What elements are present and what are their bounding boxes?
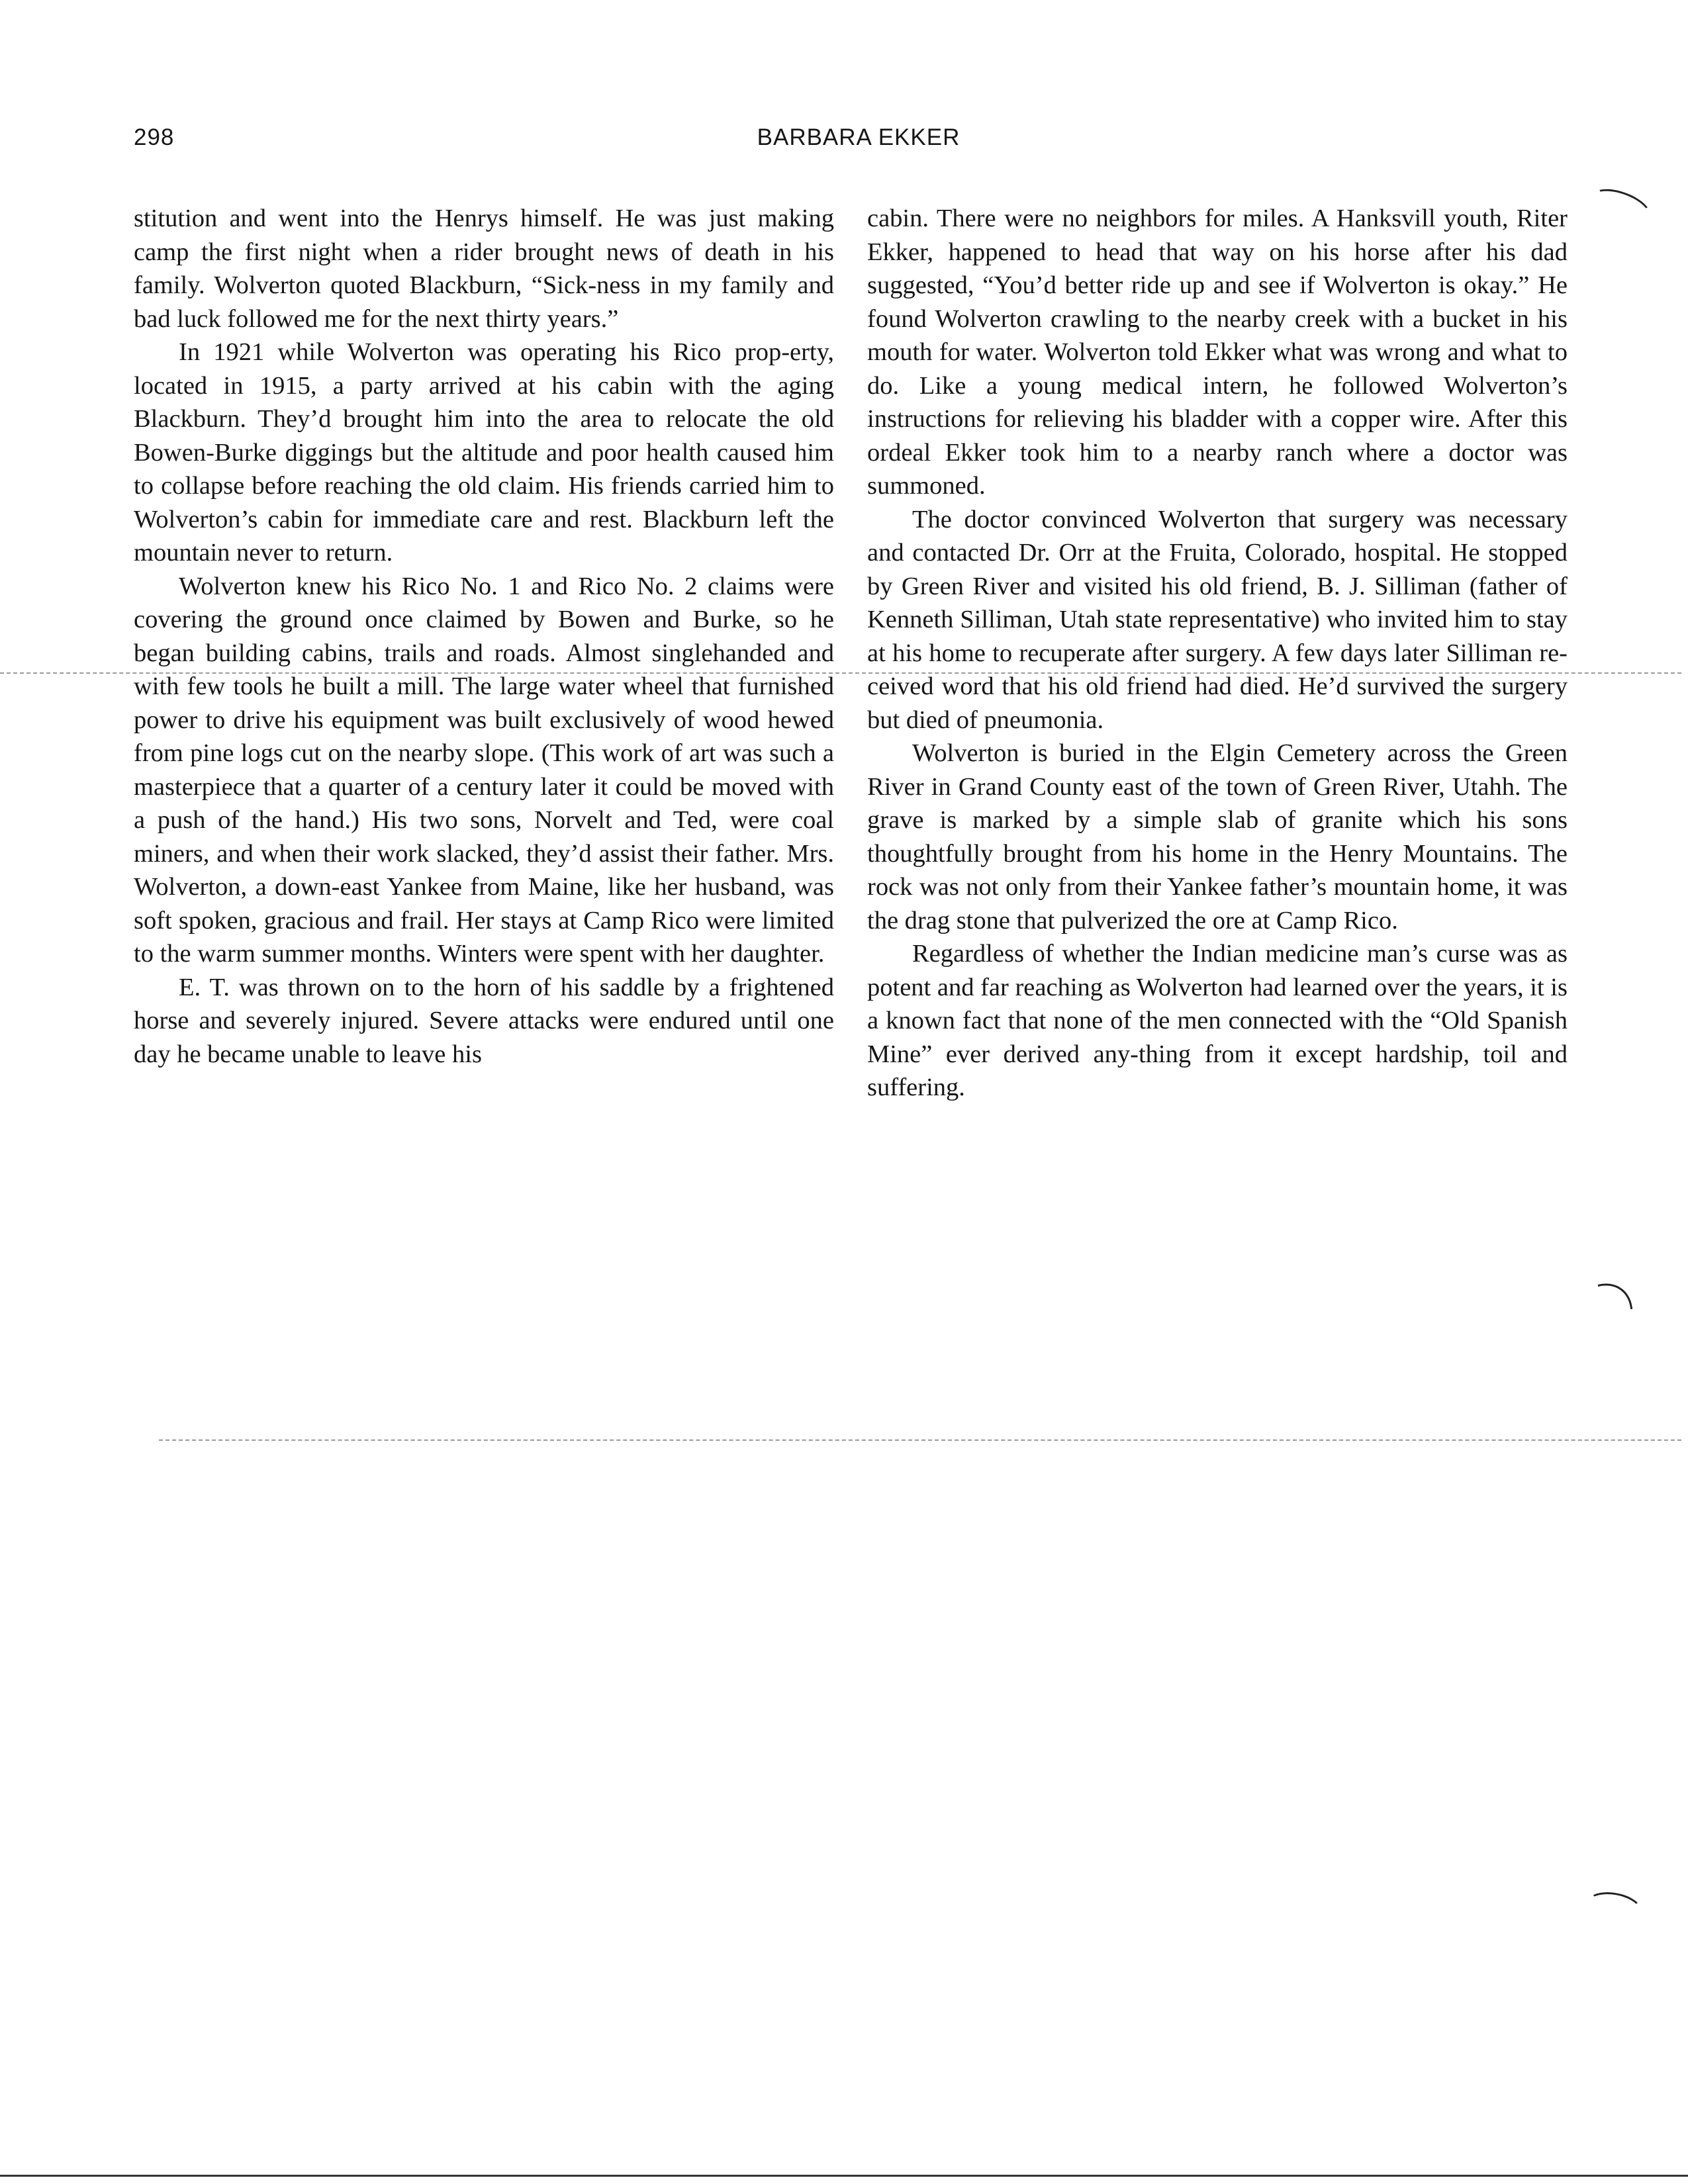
paragraph: In 1921 while Wolverton was operating his Rico prop-erty, located in 1915, a party arrived at his cabin with the aging Blackburn. They’d brought him into the area to relocate the old Bowen-Burke diggings but the altitude and poor health caused him to collapse before reaching the old claim. His friends carried him to Wolverton’s cabin for immediate care and rest. Blackburn left the mountain never to return. — [134, 338, 834, 567]
paragraph: stitution and went into the Henrys himself. He was just making camp the first night when a rider brought news of death in his family. Wolverton quoted Blackburn, “Sick-ness in my family and bad luck followed me for the next thirty years.” — [134, 205, 834, 333]
margin-pen-mark — [1583, 1888, 1645, 1928]
paragraph: Wolverton is buried in the Elgin Cemetery across the Green River in Grand County east of the town of Green River, Utahh. The grave is marked by a simple slab of granite which his sons thoughtfully brought from his home in the Henry Mountains. The rock was not only from their Yankee father’s mountain home, it was the drag stone that pulverized the ore at Camp Rico. — [867, 739, 1568, 934]
scan-crease-line — [159, 1439, 1681, 1441]
scan-crease-line — [0, 672, 1681, 674]
right-column — [867, 202, 1568, 1105]
paragraph: Wolverton knew his Rico No. 1 and Rico No. 2 claims were covering the ground once claimed by Bowen and Burke, so he began building cabins, trails and roads. Almost singlehanded and with few tools he built a mill. The large water wheel that furnished power to drive his equipment was built exclusively of wood hewed from pine logs cut on the nearby slope. (This work of art was such a masterpiece that a quarter of a century later it could be moved with a push of the hand.) His two sons, Norvelt and Ted, were coal miners, and when their work slacked, they’d assist their father. Mrs. Wolverton, a down-east Yankee from Maine, like her husband, was soft spoken, gracious and frail. Her stays at Camp Rico were limited to the warm summer months. Winters were spent with her daughter. — [134, 572, 834, 968]
margin-pen-mark — [1585, 182, 1656, 232]
page-header — [134, 124, 1583, 158]
page-bottom-edge — [0, 2175, 1688, 2177]
page-number: 298 — [134, 124, 175, 150]
paragraph: E. T. was thrown on to the horn of his saddle by a frightened horse and severely injured. Severe attacks were endured until one day he became unable to leave his — [134, 973, 834, 1068]
paragraph: The doctor convinced Wolverton that surgery was necessary and contacted Dr. Orr at the Fruita, Colorado, hospital. He stopped by Green River and visited his old friend, B. J. Silliman (father of Kenneth Silliman, Utah state representative) who invited him to stay at his home to recuperate after surgery. A few days later Silliman re-ceived word that his old friend had died. He’d survived the surgery but died of pneumonia. — [867, 505, 1568, 734]
margin-pen-mark — [1548, 1270, 1648, 1375]
left-column — [134, 202, 834, 1071]
paragraph: cabin. There were no neighbors for miles. A Hanksvill youth, Riter Ekker, happened to head that way on his horse after his dad suggested, “You’d better ride up and see if Wolverton is okay.” He found Wolverton crawling to the nearby creek with a bucket in his mouth for water. Wolverton told Ekker what was wrong and what to do. Like a young medical intern, he followed Wolverton’s instructions for relieving his bladder with a copper wire. After this ordeal Ekker took him to a nearby ranch where a doctor was summoned. — [867, 205, 1568, 500]
paragraph: Regardless of whether the Indian medicine man’s curse was as potent and far reaching as Wolverton had learned over the years, it is a known fact that none of the men connected with the “Old Spanish Mine” ever derived any-thing from it except hardship, toil and suffering. — [867, 940, 1568, 1101]
running-head: BARBARA EKKER — [757, 124, 961, 150]
